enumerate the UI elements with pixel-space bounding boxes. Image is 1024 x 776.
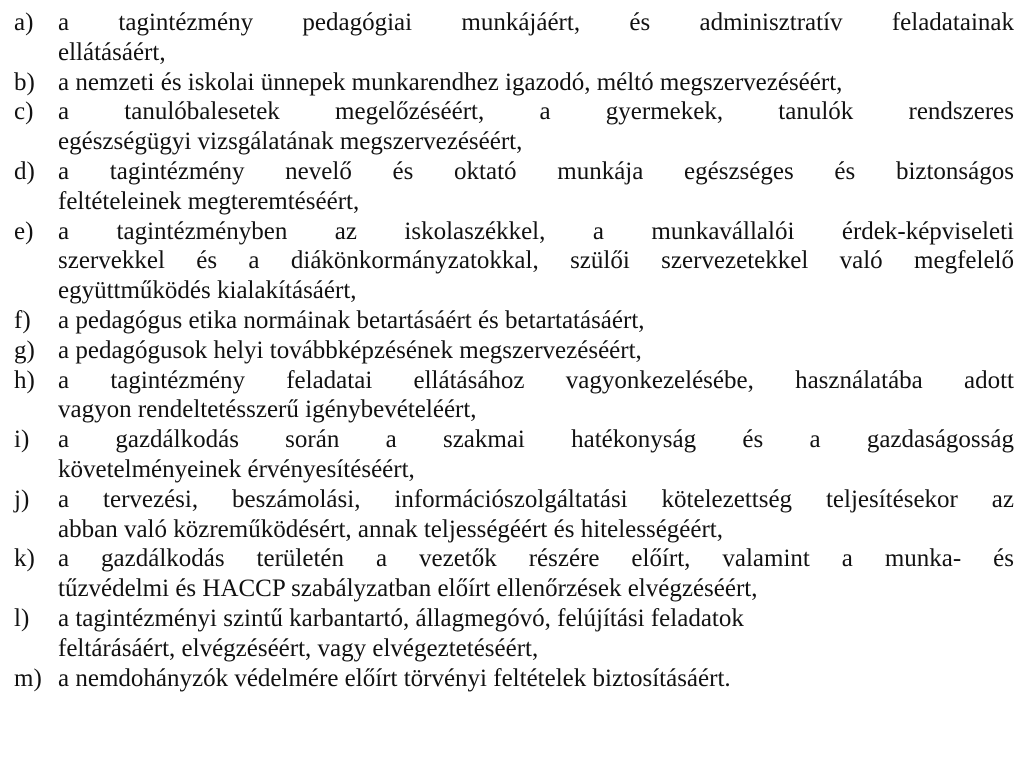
list-item-d: [14, 157, 1014, 217]
text-line: a nemzeti és iskolai ünnepek munkarendhez igazodó, méltó megszervezéséért,: [58, 68, 843, 96]
list-item-b: [14, 68, 1014, 98]
list-item-e: [14, 217, 1014, 306]
text-line: szervekkel és a diákönkormányzatokkal, szülői szervezetekkel való megfelelő: [58, 247, 1014, 275]
text-line: abban való közreműködésért, annak teljességéért és hitelességéért,: [58, 515, 724, 543]
list-item-text: [58, 664, 1014, 694]
text-line: a tagintézmény feladatai ellátásához vagyonkezelésébe, használatába adott: [58, 366, 1014, 394]
list-item-text: [58, 97, 1014, 157]
text-line: vagyon rendeltetésszerű igénybevételéért,: [58, 396, 477, 424]
list-item-text: [58, 604, 1014, 664]
list-item-text: [58, 68, 1014, 98]
text-line: a tanulóbalesetek megelőzéséért, a gyermekek, tanulók rendszeres: [58, 98, 1014, 126]
text-line: a gazdálkodás során a szakmai hatékonyság és a gazdaságosság: [58, 426, 1014, 454]
list-marker: c): [14, 98, 34, 126]
list-item-c: [14, 97, 1014, 157]
list-item-text: [58, 157, 1014, 217]
list-item-l: [14, 604, 1014, 664]
list-item-j: [14, 485, 1014, 545]
text-line: a pedagógus etika normáinak betartásáért és betartatásáért,: [58, 306, 645, 334]
list-item-f: [14, 306, 1014, 336]
list-marker: k): [14, 545, 35, 573]
list-item-i: [14, 425, 1014, 485]
responsibility-list: [14, 8, 1014, 693]
list-marker: e): [14, 217, 34, 245]
list-marker: a): [14, 9, 34, 36]
text-line: a pedagógusok helyi továbbképzésének megszervezéséért,: [58, 336, 642, 364]
list-marker: l): [14, 604, 30, 632]
text-line: a gazdálkodás területén a vezetők részére előírt, valamint a munka- és: [58, 545, 1014, 573]
list-item-text: [58, 8, 1014, 68]
list-marker: d): [14, 157, 35, 185]
list-marker: b): [14, 68, 35, 96]
list-item-text: [58, 217, 1014, 306]
text-line: a tagintézmény pedagógiai munkájáért, és adminisztratív feladatainak: [58, 9, 1014, 36]
list-item-text: [58, 485, 1014, 545]
text-line: a tagintézményben az iskolaszékkel, a munkavállalói érdek-képviseleti: [58, 217, 1014, 245]
list-marker: g): [14, 336, 35, 364]
text-line: a tagintézményi szintű karbantartó, állagmegóvó, felújítási feladatok: [58, 604, 744, 632]
text-line: a nemdohányzók védelmére előírt törvényi feltételek biztosításáért.: [58, 664, 731, 692]
text-line: együttműködés kialakításáért,: [58, 277, 357, 305]
list-item-g: [14, 336, 1014, 366]
list-marker: j): [14, 485, 30, 513]
text-line: a tervezési, beszámolási, információszolgáltatási kötelezettség teljesítésekor az: [58, 485, 1014, 513]
list-marker: h): [14, 366, 35, 394]
list-item-text: [58, 306, 1014, 336]
text-line: ellátásáért,: [58, 38, 166, 66]
list-item-k: [14, 544, 1014, 604]
list-item-a: [14, 8, 1014, 68]
list-item-h: [14, 366, 1014, 426]
text-line: feltárásáért, elvégzéséért, vagy elvégeztetéséért,: [58, 634, 539, 662]
list-marker: i): [14, 426, 30, 454]
list-item-text: [58, 336, 1014, 366]
list-marker: m): [14, 664, 42, 692]
text-line: egészségügyi vizsgálatának megszervezéséért,: [58, 128, 523, 156]
list-marker: f): [14, 306, 31, 334]
list-item-m: [14, 664, 1014, 694]
list-item-text: [58, 425, 1014, 485]
list-item-text: [58, 544, 1014, 604]
list-item-text: [58, 366, 1014, 426]
text-line: tűzvédelmi és HACCP szabályzatban előírt ellenőrzések elvégzéséért,: [58, 575, 758, 603]
text-line: feltételeinek megteremtéséért,: [58, 187, 360, 215]
text-line: a tagintézmény nevelő és oktató munkája egészséges és biztonságos: [58, 157, 1014, 185]
text-line: követelményeinek érvényesítéséért,: [58, 455, 415, 483]
